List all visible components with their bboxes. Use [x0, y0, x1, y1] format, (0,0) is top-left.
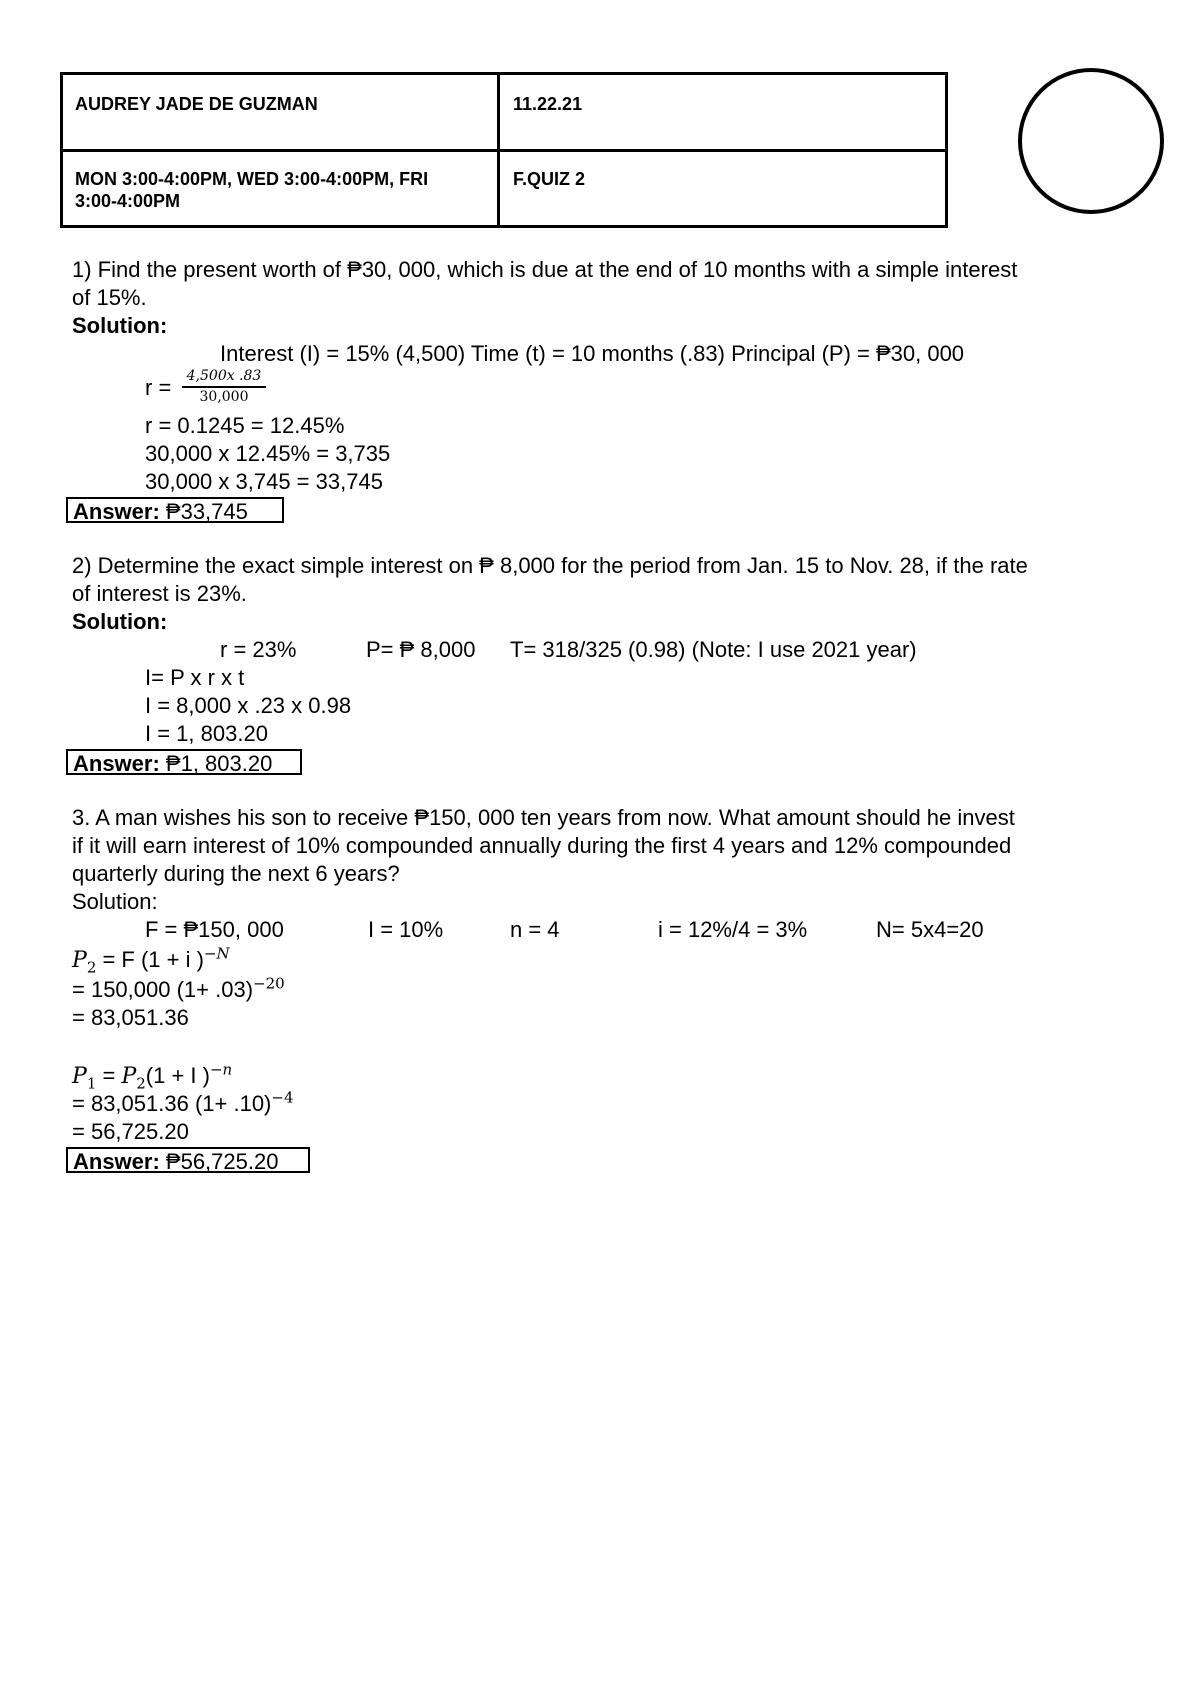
q3-p1-symbol: P [72, 1064, 87, 1089]
q2-step2: I = 8,000 x .23 x 0.98 [145, 693, 352, 718]
q1-givens: Interest (I) = 15% (4,500) Time (t) = 10 months (.83) Principal (P) = ₱30, 000 [220, 341, 965, 366]
q3-p2-symbol: P [72, 948, 87, 973]
q3-p1-step1-exponent: −4 [271, 1088, 294, 1107]
q1-answer-value: ₱33,745 [159, 499, 248, 524]
header-divider-horizontal [63, 149, 945, 152]
q2-question-line2: of interest is 23%. [72, 581, 247, 606]
class-schedule [75, 168, 428, 212]
quiz-date: 11.22.21 [513, 94, 583, 114]
q3-p1-step2: = 56,725.20 [72, 1119, 189, 1144]
q2-answer-value: ₱1, 803.20 [159, 751, 273, 776]
q3-p2-formula: = F (1 + i ) [96, 947, 204, 972]
q1-fraction-bar [182, 386, 266, 388]
q3-p1-rhs-subscript: 2 [136, 1074, 146, 1093]
class-schedule-line2: 3:00-4:00PM [75, 191, 181, 211]
q3-p2-step1-exponent: −20 [253, 974, 285, 993]
q3-given-N: N= 5x4=20 [876, 917, 984, 942]
q3-given-i2: i = 12%/4 = 3% [658, 917, 808, 942]
q3-p2-step2: = 83,051.36 [72, 1005, 189, 1030]
q3-p2-subscript: 2 [86, 958, 97, 977]
q2-answer-box [66, 749, 302, 775]
q3-p1-formula: (1 + I ) [145, 1063, 210, 1088]
q1-step2: 30,000 x 12.45% = 3,735 [145, 441, 391, 466]
q3-given-n: n = 4 [510, 917, 560, 942]
q3-question-line1: 3. A man wishes his son to receive ₱150, 000 ten years from now. What amount should he invest [72, 805, 1015, 830]
q3-p1-exponent: −n [209, 1060, 233, 1079]
score-circle [1018, 68, 1164, 214]
q2-question-line1: 2) Determine the exact simple interest on ₱ 8,000 for the period from Jan. 15 to Nov. 28, if the rate [72, 553, 1028, 578]
q3-p2-step1-line [72, 976, 285, 1004]
class-schedule-line1: MON 3:00-4:00PM, WED 3:00-4:00PM, FRI [75, 169, 429, 189]
q2-given-r: r = 23% [220, 637, 297, 662]
q3-p1-step1-line [72, 1090, 294, 1118]
q1-r-prefix: r = [145, 375, 172, 400]
q3-answer-label: Answer: [73, 1149, 160, 1174]
q1-fraction-numerator: 4,500x .83 [186, 368, 262, 384]
q2-given-t: T= 318/325 (0.98) (Note: I use 2021 year) [510, 637, 917, 662]
q1-answer-box [66, 497, 284, 523]
header-table [60, 72, 948, 228]
q3-p1-rhs-symbol: P [121, 1064, 137, 1089]
q1-step1: r = 0.1245 = 12.45% [145, 413, 345, 438]
q3-question-line2: if it will earn interest of 10% compounded annually during the first 4 years and 12% compounded [72, 833, 1012, 858]
q1-step3: 30,000 x 3,745 = 33,745 [145, 469, 383, 494]
q3-question-line3: quarterly during the next 6 years? [72, 861, 400, 886]
q3-answer-value: ₱56,725.20 [159, 1149, 279, 1174]
q3-p1-subscript: 1 [86, 1074, 97, 1093]
q3-p2-exponent: −N [203, 944, 230, 963]
q3-given-f: F = ₱150, 000 [145, 917, 284, 942]
student-name: AUDREY JADE DE GUZMAN [75, 94, 318, 114]
q1-question-line1: 1) Find the present worth of ₱30, 000, which is due at the end of 10 months with a simple interest [72, 257, 1018, 282]
q3-p2-step1: = 150,000 (1+ .03) [72, 977, 254, 1002]
q3-p1-step1: = 83,051.36 (1+ .10) [72, 1091, 272, 1116]
q2-given-p: P= ₱ 8,000 [366, 637, 476, 662]
q3-answer-box [66, 1147, 310, 1173]
q1-answer-label: Answer: [73, 499, 160, 524]
q3-p1-formula-line [72, 1062, 232, 1091]
q2-solution-label: Solution: [72, 609, 168, 634]
q1-fraction-denominator: 30,000 [199, 389, 249, 405]
q3-given-i: I = 10% [368, 917, 444, 942]
q3-p1-equals: = [96, 1063, 122, 1088]
q2-step1: I= P x r x t [145, 665, 245, 690]
q2-answer-label: Answer: [73, 751, 160, 776]
q1-question-line2: of 15%. [72, 285, 147, 310]
quiz-title: F.QUIZ 2 [513, 169, 586, 189]
q1-solution-label: Solution: [72, 313, 168, 338]
q3-solution-label: Solution: [72, 889, 158, 914]
q3-p2-formula-line [72, 946, 230, 975]
q2-step3: I = 1, 803.20 [145, 721, 268, 746]
